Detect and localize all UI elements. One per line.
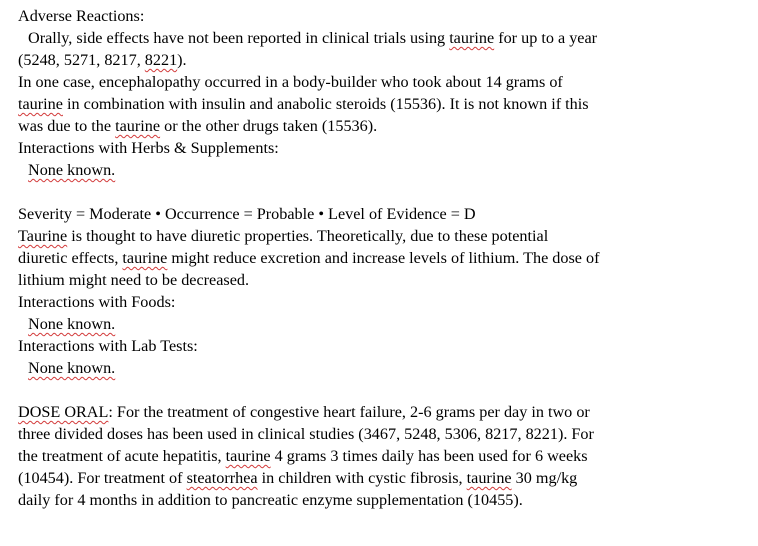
text-run: in combination with insulin and anabolic steroids (15536). It is not known if this (62, 95, 589, 113)
document-body[interactable] (18, 5, 746, 511)
text-run: or the other drugs taken (15536). (160, 117, 378, 135)
text-run: was due to the (18, 117, 116, 135)
text-run: might reduce excretion and increase levels of lithium. The dose of (167, 249, 600, 267)
text-run: 4 grams 3 times daily has been used for 6 weeks (270, 447, 588, 465)
text-line (18, 49, 746, 71)
text-run: : For the treatment of congestive heart failure, 2-6 grams per day in two or (108, 403, 590, 421)
text-run: (5248, 5271, 8217, (18, 51, 145, 69)
spellcheck-flagged-word: DOSE ORAL (18, 403, 109, 421)
text-run: Adverse Reactions: (18, 7, 145, 25)
text-line (18, 5, 746, 27)
text-run: (10454). For treatment of (18, 469, 187, 487)
text-line (18, 203, 746, 225)
spellcheck-flagged-word: taurine (225, 447, 271, 465)
text-line (18, 93, 746, 115)
text-run: Interactions with Herbs & Supplements: (18, 139, 279, 157)
spellcheck-flagged-word: Taurine (18, 227, 68, 245)
text-line (18, 335, 746, 357)
text-run: diuretic effects, (18, 249, 123, 267)
spellcheck-flagged-word: None known. (28, 161, 116, 179)
text-line (18, 27, 746, 49)
text-run: Orally, side effects have not been reported in clinical trials using (28, 29, 450, 47)
spellcheck-flagged-word: taurine (449, 29, 495, 47)
text-run: In one case, encephalopathy occurred in a body-builder who took about 14 grams of (18, 73, 563, 91)
text-line (18, 225, 746, 247)
text-line (18, 357, 746, 379)
text-run: Interactions with Foods: (18, 293, 176, 311)
text-line (18, 467, 746, 489)
text-run: in children with cystic fibrosis, (257, 469, 467, 487)
spellcheck-flagged-word: None known. (28, 315, 116, 333)
text-run: the treatment of acute hepatitis, (18, 447, 226, 465)
text-line (18, 313, 746, 335)
text-run: is thought to have diuretic properties. Theoretically, due to these potential (67, 227, 549, 245)
text-line (18, 247, 746, 269)
text-line (18, 489, 746, 511)
text-line (18, 401, 746, 423)
text-line (18, 269, 746, 291)
blank-line (18, 181, 746, 203)
spellcheck-flagged-word: taurine (115, 117, 161, 135)
text-line (18, 159, 746, 181)
spellcheck-flagged-word: steatorrhea (186, 469, 258, 487)
text-line (18, 445, 746, 467)
spellcheck-flagged-word: None known. (28, 359, 116, 377)
text-line (18, 291, 746, 313)
spellcheck-flagged-word: taurine (18, 95, 63, 113)
text-line (18, 137, 746, 159)
text-run: three divided doses has been used in clinical studies (3467, 5248, 5306, 8217, 8221). For (18, 425, 594, 443)
text-run: Severity = Moderate • Occurrence = Probable • Level of Evidence = D (18, 205, 476, 223)
text-run: lithium might need to be decreased. (18, 271, 250, 289)
text-run: daily for 4 months in addition to pancreatic enzyme supplementation (10455). (18, 491, 523, 509)
text-line (18, 423, 746, 445)
spellcheck-flagged-word: taurine (122, 249, 168, 267)
spellcheck-flagged-word: taurine (466, 469, 512, 487)
text-run: for up to a year (494, 29, 598, 47)
blank-line (18, 379, 746, 401)
text-run: Interactions with Lab Tests: (18, 337, 198, 355)
text-line (18, 115, 746, 137)
spellcheck-flagged-word: 8221 (144, 51, 178, 69)
text-run: 30 mg/kg (511, 469, 578, 487)
text-run: ). (177, 51, 187, 69)
text-line (18, 71, 746, 93)
